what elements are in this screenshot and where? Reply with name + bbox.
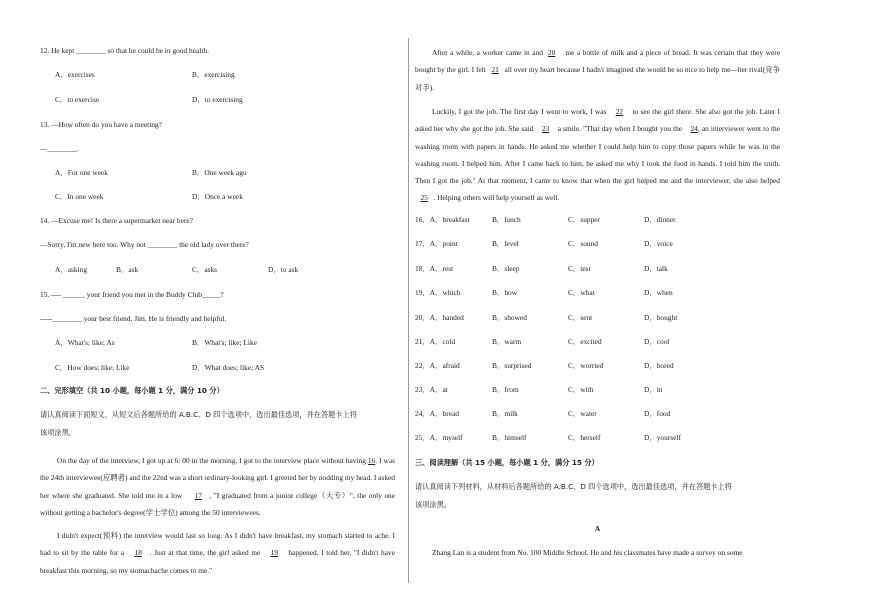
option-21-d: D．cool — [644, 337, 670, 346]
option-17-c: C．sound — [568, 239, 598, 248]
cloze-paragraph-2: I didn't expect(预料) the interview would last so long. As I didn't have breakfast, my stomach started to ache. I had to sit by the table for a 18 . Just at that time, the girl asked me 19 happened. I told her, "I didn't have breakfast this morning, so my stomachache comes to me." — [40, 531, 395, 575]
option-20-c: C．sent — [568, 313, 593, 322]
q13-option-a: A．For one week — [55, 168, 108, 177]
option-18-d: D．talk — [644, 264, 668, 273]
option-24-b: B．milk — [492, 409, 518, 418]
blank-22: 22 — [615, 107, 624, 116]
option-16-a: 16．A．breakfast — [415, 215, 470, 224]
option-25-c: C．herself — [568, 433, 601, 442]
q15-option-a: A．What's; like; As — [55, 338, 115, 347]
question-15-reply: -----________ your best friend, Jim. He is friendly and helpful. — [40, 314, 227, 323]
option-19-b: B．how — [492, 288, 518, 297]
section-3-instruction-2: 该项涂黑。 — [415, 500, 451, 509]
option-23-a: 23．A．at — [415, 385, 448, 394]
blank-20: 20 — [547, 48, 556, 57]
q13-option-d: D．Once a week — [192, 192, 243, 201]
option-20-b: B．showed — [492, 313, 527, 322]
q14-option-b: B．ask — [116, 265, 139, 274]
q15-option-d: D．What does; like; AS — [192, 363, 265, 372]
question-13-stem: 13. —How often do you have a meeting? — [40, 120, 162, 129]
option-23-c: C．with — [568, 385, 594, 394]
option-24-a: 24．A．bread — [415, 409, 459, 418]
option-21-c: C．excited — [568, 337, 602, 346]
question-12-stem: 12. He kept ________ so that he could be in good health. — [40, 46, 209, 55]
cloze-paragraph-3: After a while, a worker came in and 20 me a bottle of milk and a piece of bread. It was certain that they were bought by the girl. I felt 21 all over my heart because I hadn't imagined she would be so nice to help me—her rival(竞争对手). — [415, 48, 780, 92]
option-23-d: D．in — [644, 385, 663, 394]
option-18-a: 18．A．rest — [415, 264, 454, 273]
option-22-c: C．worried — [568, 361, 604, 370]
option-25-d: D．yourself — [644, 433, 681, 442]
q12-option-a: A．exercises — [55, 70, 95, 79]
option-19-a: 19．A．which — [415, 288, 461, 297]
q15-option-c: C．How does; like; Like — [55, 363, 130, 372]
cloze-paragraph-1: On the day of the interview, I got up at 6: 00 in the morning. I got to the interview place without having 16. I was the 24th interviewee(应聘者) and the 22nd was a short ordinary-looking girl. I greeted her by nodding my head. I asked her where she graduated. She told me in a low 17 , "I graduated from a junior college（大专）", the only one without getting a bachelor's degree(学士学位) among the 50 interviewees. — [40, 456, 396, 517]
option-18-c: C．test — [568, 264, 591, 273]
option-23-b: B．from — [492, 385, 519, 394]
option-20-d: D．bought — [644, 313, 678, 322]
blank-21: 21 — [491, 65, 499, 75]
option-17-a: 17．A．point — [415, 239, 458, 248]
option-25-b: B．himself — [492, 433, 527, 442]
blank-18: 18 — [134, 548, 142, 558]
option-16-d: D．dinner — [644, 215, 676, 224]
cloze-paragraph-4: Luckily, I got the job. The first day I went to work, I was 22 to see the girl there. She also got the job. Later I asked her why she got the job. She said 23 a smile. "That day when I bought you the 24, an interviewer went to the washing room with papers in hands. He asked me whether I could help him to copy those papers while he was in the washing room. I helped him. After I came back to him, he asked me why I took the food in hands. I told him the truth. Then I got the job." At that moment, I came to know that when the girl helped me and the interviewer, she also helped 25 . Helping others will help yourself as well. — [415, 107, 781, 203]
option-22-d: D．bored — [644, 361, 674, 370]
q14-option-c: C．asks — [192, 265, 218, 274]
question-14-reply: —Sorry, I'm new here too. Why not ________ the old lady over there? — [40, 240, 249, 249]
question-15-stem: 15. ---- ______ your friend you met in the Buddy Club_____? — [40, 290, 224, 299]
column-divider — [408, 38, 409, 583]
q15-option-b: B．What's; like; Like — [192, 338, 257, 347]
option-16-c: C．supper — [568, 215, 601, 224]
option-24-c: C．water — [568, 409, 597, 418]
option-21-b: B．warm — [492, 337, 522, 346]
section-3-instruction-1: 请认真阅读下列材料，从材料后各题所给的 A.B.C、D 四个选项中，选出最佳选项，并在答题卡上将 — [415, 482, 732, 491]
blank-25: 25 — [420, 193, 428, 203]
section-2-instruction-2: 该项涂黑。 — [40, 428, 76, 437]
question-14-stem: 14. —Excuse me! Is there a supermarket near here? — [40, 216, 193, 225]
option-21-a: 21．A．cold — [415, 337, 456, 346]
section-2-instruction-1: 请认真阅读下面短文，从短文后各题所给的 A.B.C、D 四个选项中，选出最佳选项，并在答题卡上将 — [40, 410, 357, 419]
q14-option-a: A．asking — [55, 265, 88, 274]
blank-23: 23 — [541, 124, 550, 134]
q13-option-c: C．In one week — [55, 192, 104, 201]
section-3-title: 三、阅读理解（共 15 小题，每小题 1 分，满分 15 分） — [415, 458, 599, 467]
option-17-b: B．level — [492, 239, 519, 248]
option-25-a: 25．A．myself — [415, 433, 463, 442]
blank-19: 19 — [270, 548, 279, 558]
option-20-a: 20．A．handed — [415, 313, 464, 322]
option-19-c: C．what — [568, 288, 595, 297]
q14-option-d: D．to ask — [268, 265, 299, 274]
q12-option-d: D．to exercising — [192, 95, 243, 104]
passage-label: A — [594, 524, 601, 533]
option-22-a: 22．A．afraid — [415, 361, 460, 370]
question-13-reply: —________. — [40, 144, 79, 153]
option-22-b: B．surprised — [492, 361, 532, 370]
option-19-d: D．when — [644, 288, 673, 297]
option-16-b: B．lunch — [492, 215, 521, 224]
option-24-d: D．food — [644, 409, 671, 418]
blank-16: 16 — [367, 456, 376, 465]
blank-17: 17 — [194, 490, 202, 500]
q12-option-b: B．exercising — [192, 70, 235, 79]
q12-option-c: C．to exercise — [55, 95, 100, 104]
q13-option-b: B．One week ago — [192, 168, 247, 177]
passage-a-first-line: Zhang Lan is a student from No. 100 Middle School. He and his classmates have made a survey on some — [432, 548, 743, 557]
blank-24: 24 — [690, 124, 698, 134]
section-2-title: 二、完形填空（共 10 小题，每小题 1 分，满分 10 分） — [40, 386, 224, 395]
option-18-b: B．sleep — [492, 264, 520, 273]
option-17-d: D．voice — [644, 239, 673, 248]
